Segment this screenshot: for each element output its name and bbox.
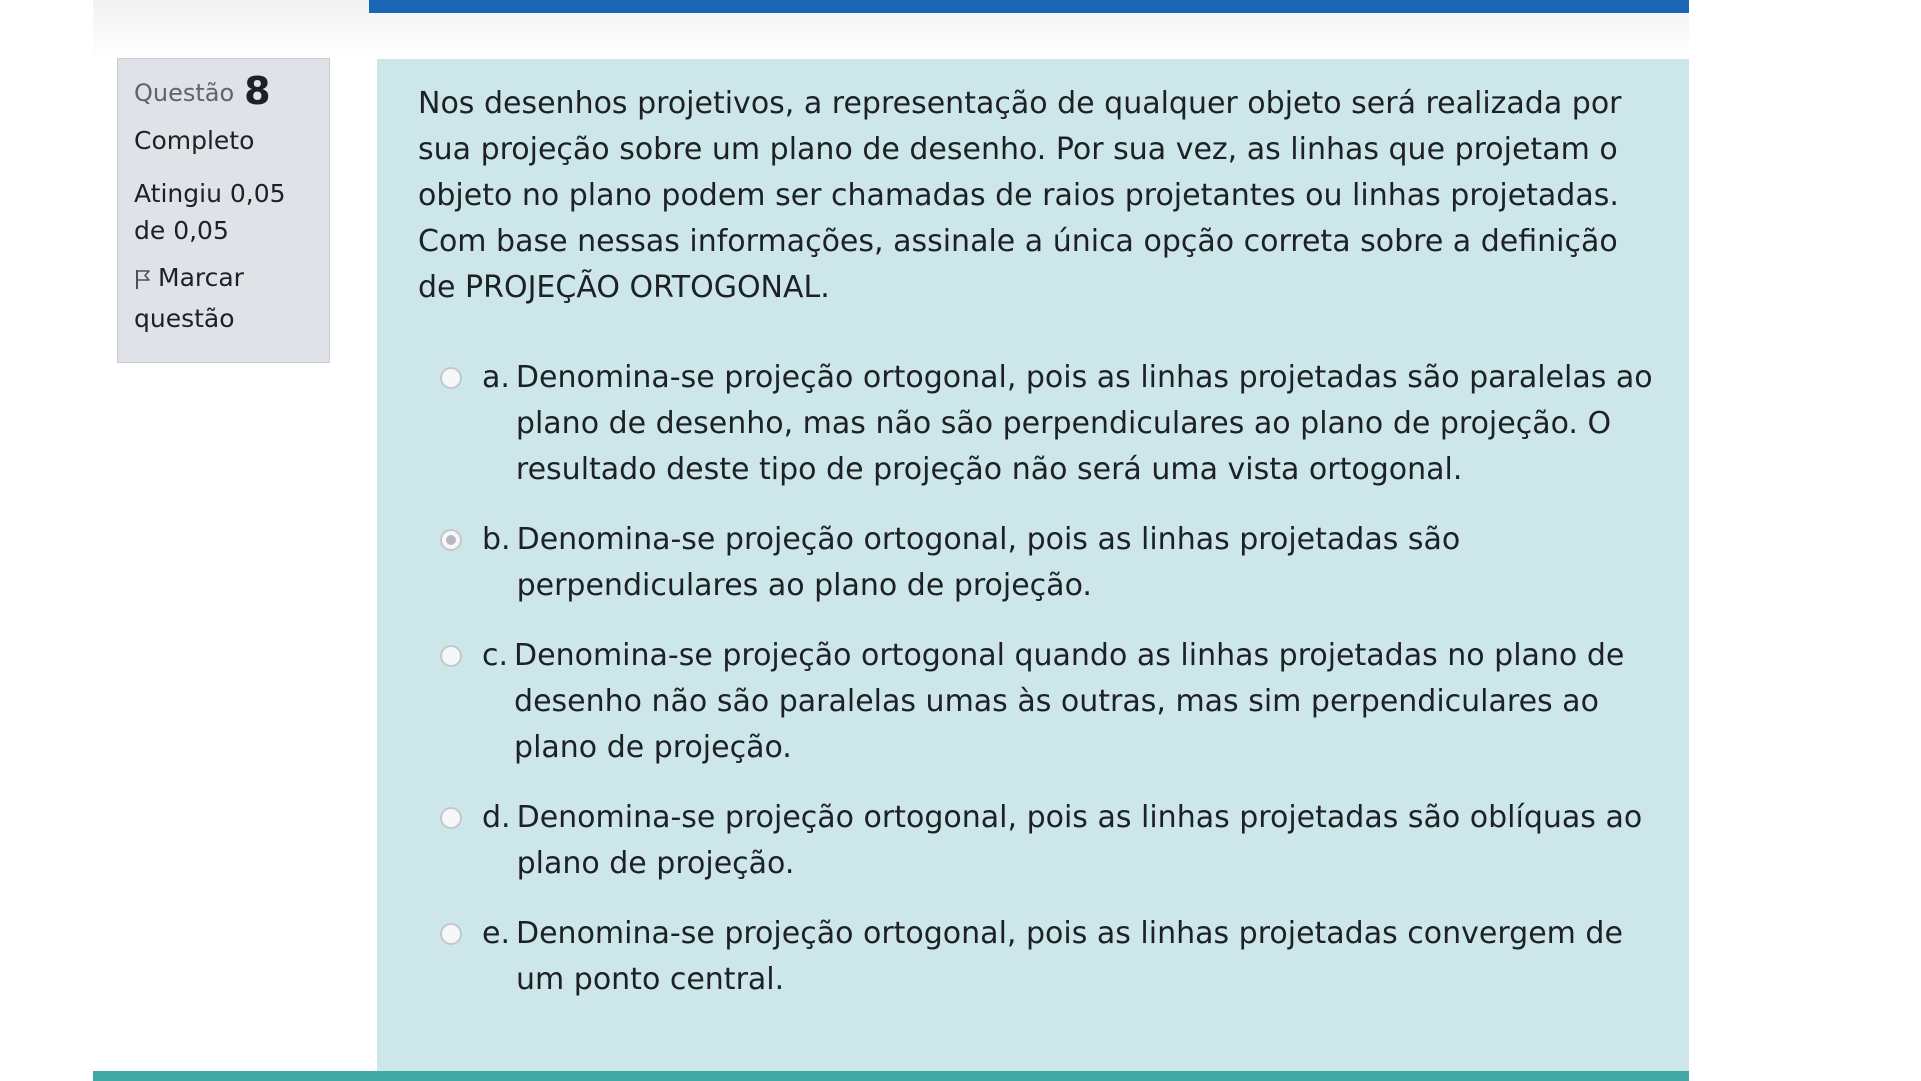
flag-question-label: Marcar questão [134,263,244,333]
question-number [134,69,313,113]
question-number-value: 8 [244,69,271,113]
answer-letter: c. [482,638,509,673]
answer-text: Denomina-se projeção ortogonal quando as linhas projetadas no plano de desenho não são paralelas umas às outras, mas sim perpendiculares ao plano de projeção. [514,638,1625,765]
answer-letter: b. [482,522,511,557]
answer-letter: d. [482,800,511,835]
radio-icon[interactable] [440,807,462,829]
answer-letter: e. [482,916,510,951]
radio-icon[interactable] [440,923,462,945]
header-accent-bar [369,0,1689,13]
answer-text: Denomina-se projeção ortogonal, pois as linhas projetadas são paralelas ao plano de desenho, mas não são perpendiculares ao plano de projeção. O resultado deste tipo de projeção não será uma vista ortogonal. [515,360,1653,487]
answer-text: Denomina-se projeção ortogonal, pois as linhas projetadas são perpendiculares ao plano de projeção. [516,522,1461,603]
answer-option-d[interactable] [440,795,1659,887]
radio-icon[interactable] [440,367,462,389]
footer-accent-bar [93,1071,1689,1081]
question-info-panel [117,58,330,363]
flag-question-link[interactable] [134,259,313,337]
radio-icon[interactable] [440,645,462,667]
question-grade: Atingiu 0,05 de 0,05 [134,179,286,245]
question-content [377,59,1689,1081]
answer-text: Denomina-se projeção ortogonal, pois as linhas projetadas convergem de um ponto central. [516,916,1623,997]
answer-option-c[interactable] [440,633,1659,771]
flag-icon [134,263,152,300]
answer-text: Denomina-se projeção ortogonal, pois as linhas projetadas são oblíquas ao plano de projeção. [516,800,1643,881]
answer-option-e[interactable] [440,911,1659,1003]
answer-list [440,355,1659,1003]
answer-option-b[interactable] [440,517,1659,609]
answer-letter: a. [482,360,510,395]
question-number-label: Questão [134,79,235,107]
question-text: Nos desenhos projetivos, a representação de qualquer objeto será realizada por sua projeção sobre um plano de desenho. Por sua vez, as linhas que projetam o objeto no plano podem ser chamadas de raios projetantes ou linhas projetadas. Com base nessas informações, assinale a única opção correta sobre a definição de PROJEÇÃO ORTOGONAL. [418,86,1622,305]
answer-option-a[interactable] [440,355,1659,493]
question-state: Completo [134,126,255,155]
radio-icon[interactable] [440,529,462,551]
